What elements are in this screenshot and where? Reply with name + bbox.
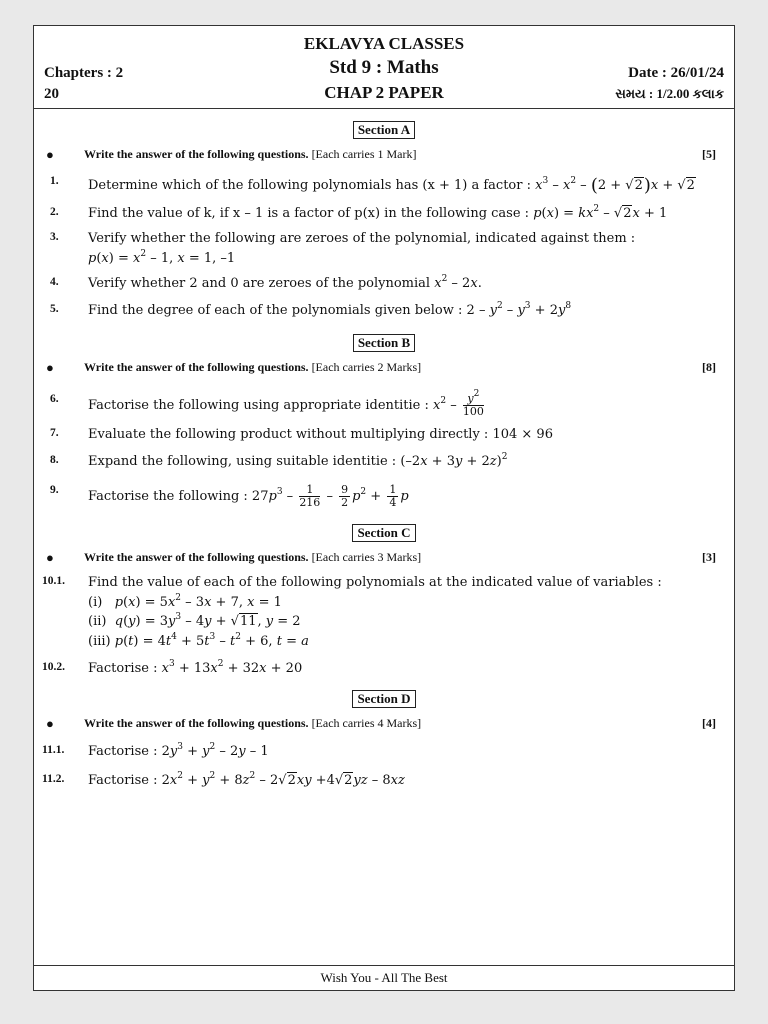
- section-d-instruction: ● Write the answer of the following questions. [Each carries 4 Marks] [4]: [46, 716, 716, 731]
- question-3-expression: $p(x) = x^2 - 1$, x = 1, –1: [88, 249, 236, 266]
- section-a-marks: [5]: [702, 147, 716, 161]
- question-10-1-part-ii: (ii) $q(y) = 3y^3 - 4y + √11$, y = 2: [88, 612, 301, 629]
- chapters-label: Chapters : 2: [44, 65, 124, 81]
- section-a-instruction: ● Write the answer of the following questions. [Each carries 1 Mark] [5]: [46, 147, 716, 162]
- date-label: Date : 26/01/24: [628, 65, 724, 81]
- section-c-title: Section C: [34, 522, 734, 542]
- section-d-marks: [4]: [702, 716, 716, 730]
- question-10-1-part-iii: (iii) $p(t) = 4t^4 + 5t^3 - t^2 + 6$, t = a: [88, 632, 309, 649]
- time-label: સમય : 1/2.00 કલાક: [615, 86, 724, 101]
- institute-name: EKLAVYA CLASSES: [303, 34, 465, 53]
- bullet-icon: ●: [46, 716, 54, 731]
- paper-header: [34, 26, 734, 109]
- section-b-title: Section B: [34, 332, 734, 352]
- paper-title: CHAP 2 PAPER: [324, 83, 444, 102]
- question-10-1-part-i: (i) $p(x) = 5x^2 - 3x + 7$, x = 1: [88, 593, 282, 610]
- bullet-icon: ●: [46, 360, 54, 375]
- section-b-instruction: ● Write the answer of the following questions. [Each carries 2 Marks] [8]: [46, 360, 716, 375]
- total-marks: 20: [44, 86, 59, 102]
- standard-title: Std 9 : Maths: [329, 57, 439, 78]
- section-b-marks: [8]: [702, 360, 716, 374]
- bullet-icon: ●: [46, 147, 54, 162]
- bullet-icon: ●: [46, 550, 54, 565]
- footer-message: Wish You - All The Best: [34, 965, 734, 990]
- section-c-instruction: ● Write the answer of the following questions. [Each carries 3 Marks] [3]: [46, 550, 716, 565]
- section-a-title: Section A: [34, 119, 734, 139]
- section-d-title: Section D: [34, 688, 734, 708]
- section-c-marks: [3]: [702, 550, 716, 564]
- exam-paper: EKLAVYA CLASSES Std 9 : Maths CHAP 2 PAPER Chapters : 2 20 Date : 26/01/24 સમય : 1/2.00 કલાક Section A ● Write the answer of the following questions. [Each carries 1 Mark] [5] 1. Determine which of the following polynomials has (x + 1) a factor : $x^3 - x^2 - (2 + √2)x + √2$ 2. Find the value of k, if x – 1 is a factor of p(x) in the following case : $p(x) = kx^2 - √2x + 1$ 3. Verify whether the following are zeroes of the polynomial, indicated against them : $p(x) = x^2 - 1$, x = 1, –1 4. Verify whether 2 and 0 are zeroes of the polynomial $x^2 - 2x$. 5. Find the degree of each of the polynomials given below : $2 - y^2 - y^3 + 2y^8$ Section B ● Write the answer of the following questions. [Each carries 2 Marks] [8] 6. Factorise the following using appropriate identitie : $x^2$ – $\frac{y^2}{100}$ 7. Evaluate the following product without multiplying directly : 104 × 96 8. Expand the following, using suitable identitie : $(-2x + 3y + 2z)^2$ 9. Factorise the following : $27p^3$ – $\frac{1}{216}$ – $\frac{9}{2}$ $p^2$ + $\frac{1}{4}$ p Section C ● Write the answer of the following questions. [Each carries 3 Marks] [3] 10.1. Find the value of each of the following polynomials at the indicated value of variables : (i) $p(x) = 5x^2 - 3x + 7$, x = 1 (ii) $q(y) = 3y^3 - 4y + √11$, y = 2 (iii) $p(t) = 4t^4 + 5t^3 - t^2 + 6$, t = a 10.2. Factorise : $x^3 + 13x^2 + 32x + 20$ Section D ● Write the answer of the following questions. [Each carries 4 Marks] [4] 11.1. Factorise : $2y^3 + y^2 - 2y - 1$ 11.2. Factorise : $2x^2 + y^2 + 8z^2 - 2√2xy +4√2yz - 8xz$ Wish You - All The Best: [33, 25, 735, 991]
